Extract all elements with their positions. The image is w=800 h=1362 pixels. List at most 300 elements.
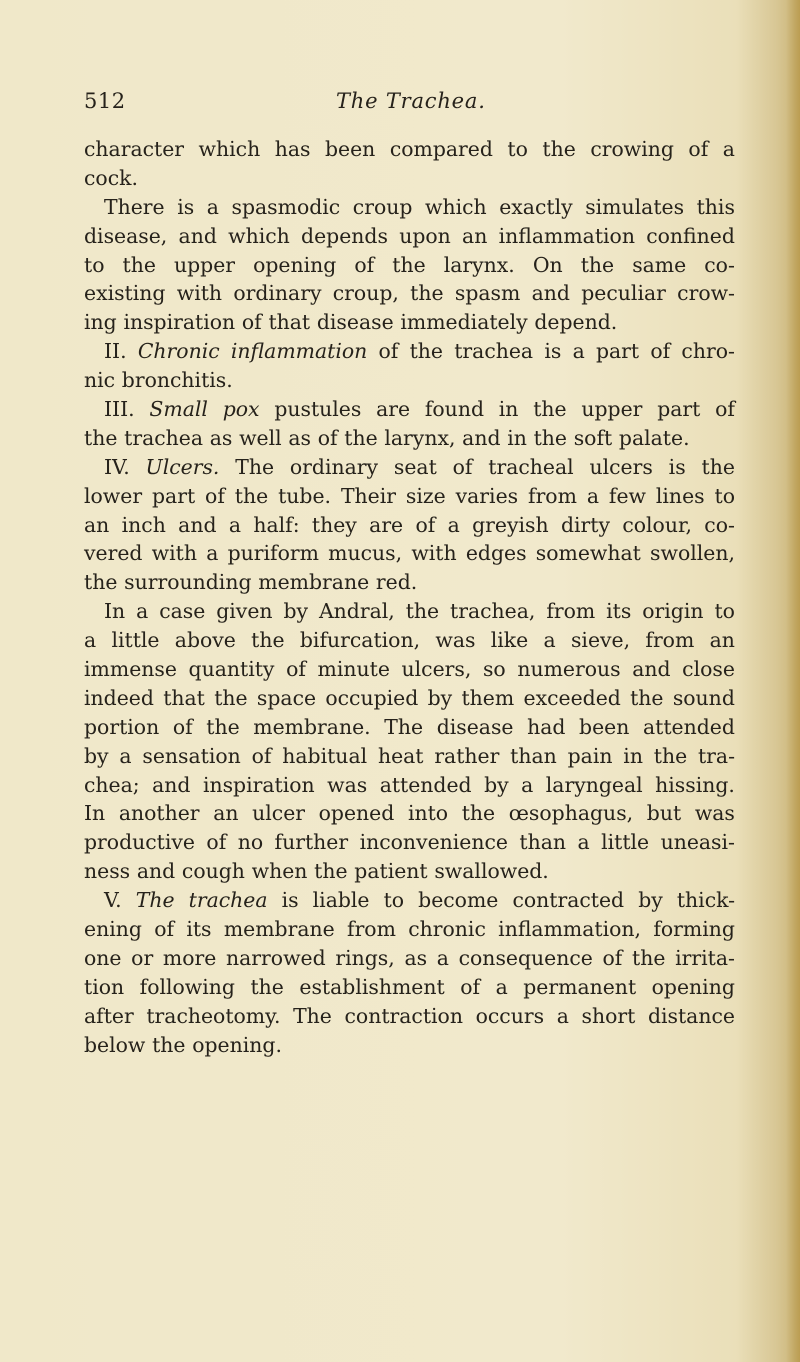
text-line [84,597,735,626]
word: to [84,252,105,277]
word: the [122,252,156,277]
word: of [378,339,399,364]
text-line [84,135,735,164]
word: the [234,483,269,508]
word: as [209,425,233,450]
word: the [701,454,735,479]
word: vered [84,541,143,566]
word: Andral, [318,599,395,624]
text-line [84,857,735,886]
word: attended [642,714,735,739]
word: trachea [454,339,534,364]
word: establishment [299,974,445,999]
word: of [206,830,227,855]
word: varies [455,483,519,508]
word: heat [377,743,424,768]
word: same [632,252,687,277]
word: contraction [344,1003,463,1028]
word: a [206,541,219,566]
running-title: The Trachea. [336,89,486,113]
word: ing [84,310,117,335]
word: by [84,743,109,768]
word: from [528,483,577,508]
word: thick- [676,888,735,913]
word: is [668,454,686,479]
word: part [151,483,196,508]
word: sieve, [570,628,631,653]
word: of [241,310,262,335]
word: ening [84,917,142,942]
word: the [461,801,496,826]
word: minute [317,657,390,682]
text-line [84,1002,735,1031]
word: lines [655,483,705,508]
text-line [84,771,735,800]
word: the [409,339,443,364]
word: with [151,541,197,566]
word: had [527,714,566,739]
word: the [542,137,576,161]
word: after [84,1003,134,1028]
word: one [84,945,122,970]
italic-word: pox [222,397,260,422]
word: ordinary [233,281,322,306]
word: patient [354,859,428,884]
text-line [84,337,735,366]
word: habitual [282,743,368,768]
word: the [632,945,666,970]
word: croup, [332,281,399,306]
word: was [694,801,735,826]
word: part [595,339,640,364]
word: origin [642,599,704,624]
word: no [237,830,264,855]
text-line [84,193,735,222]
word: the [533,425,567,450]
word: they [311,512,357,537]
word: and [632,657,671,682]
word: chro- [681,339,735,364]
word: as [288,425,311,450]
word: tube. [278,483,332,508]
text-line [84,973,735,1002]
text-line [84,511,735,540]
word: character [84,137,185,161]
word: surrounding [124,570,252,595]
word: tion [84,974,125,999]
text-line [84,684,735,713]
word: mucus, [328,541,403,566]
word: sound [672,685,735,710]
word: sensation [142,743,241,768]
word: like [490,628,529,653]
word: There [104,194,165,219]
word: forming [653,917,735,942]
word: which [425,194,487,219]
text-line [84,944,735,973]
word: numerous [517,657,621,682]
word: inconvenience [359,830,508,855]
word: disease [316,310,394,335]
word: of [460,974,481,999]
word: tracheal [488,454,574,479]
word: the [580,252,615,277]
word: so [482,657,506,682]
word: given [216,599,273,624]
text-line [84,251,735,280]
page-edge-shadow [786,0,800,1362]
text-line [84,482,735,511]
word: the [251,628,285,653]
word: of [317,425,338,450]
word: of [172,714,193,739]
word: of [715,397,735,422]
word: been [324,137,376,161]
word: from [546,599,596,624]
word: edges [465,541,527,566]
word: In [84,801,106,826]
text-line [84,713,735,742]
word: immediately [400,310,528,335]
italic-word: trachea [188,888,268,913]
word: uneasi- [660,830,735,855]
text-line [84,308,735,337]
word: dirty [560,512,611,537]
word: a [577,830,590,855]
word: immense [84,657,177,682]
word: upper [581,397,643,422]
word: was [435,628,476,653]
word: of [602,945,623,970]
word: them [461,685,515,710]
word: that [268,310,311,335]
word: tracheotomy. [146,1003,281,1028]
word: consequence [458,945,593,970]
word: simulates [585,194,685,219]
word: exactly [499,194,573,219]
word: of [688,137,709,161]
word: the [630,685,664,710]
body-text [84,135,735,1060]
word: of [251,743,272,768]
word: upon [399,223,451,248]
word: the [84,570,118,595]
text-line [84,626,735,655]
word: rather [434,743,500,768]
word: by [484,772,509,797]
word: of [354,252,375,277]
running-head [84,89,734,119]
word: depends [301,223,388,248]
word: the [344,425,378,450]
word: larynx, [384,425,456,450]
word: inspiration [202,772,315,797]
word: the [405,599,440,624]
word: further [274,830,349,855]
word: the [214,685,248,710]
word: with [411,541,457,566]
word: part [657,397,701,422]
word: disease, [84,223,168,248]
word: II. [104,339,127,364]
word: become [418,888,499,913]
word: this [696,194,735,219]
word: membrane [258,570,370,595]
italic-word: Chronic [137,339,220,364]
word: croup [352,194,413,219]
word: has [274,137,311,161]
word: but [646,801,682,826]
word: inch [121,512,166,537]
word: trachea, [450,599,536,624]
word: from [347,917,396,942]
text-line [84,655,735,684]
word: and [531,281,570,306]
word: crowing [590,137,674,161]
word: ordinary [289,454,379,479]
word: following [139,974,235,999]
word: indeed [84,685,154,710]
word: the [250,974,284,999]
word: in [623,743,643,768]
word: been [579,714,630,739]
word: bronchitis. [121,368,233,393]
word: existing [84,281,166,306]
word: the [533,397,567,422]
word: Their [340,483,397,508]
word: ulcers [589,454,653,479]
word: an [462,223,488,248]
word: compared [389,137,493,161]
word: V. [104,888,122,913]
word: is [177,194,195,219]
word: another [118,801,200,826]
word: and [152,772,191,797]
word: its [186,917,212,942]
word: occurs [475,1003,545,1028]
word: spasm [454,281,521,306]
text-line [84,828,735,857]
word: crow- [677,281,735,306]
word: portion [84,714,160,739]
word: that [163,685,205,710]
word: liable [312,888,370,913]
text-line [84,886,735,915]
word: co- [704,252,735,277]
text-line [84,395,735,424]
word: pustules [274,397,362,422]
word: pain [567,743,613,768]
word: co- [704,512,735,537]
word: close [682,657,735,682]
word: cock. [84,165,138,190]
word: little [111,628,160,653]
word: irrita- [675,945,735,970]
word: disease [436,714,514,739]
word: of [415,512,436,537]
word: of [452,454,473,479]
word: which [198,137,261,161]
word: by [283,599,309,624]
word: exceeded [523,685,621,710]
word: occupied [325,685,419,710]
word: somewhat [535,541,641,566]
italic-word: inflammation [230,339,368,364]
text-line [84,279,735,308]
word: a [84,628,97,653]
word: the [84,425,118,450]
word: than [510,743,557,768]
word: than [519,830,567,855]
word: from [645,628,695,653]
word: below [84,1032,146,1057]
text-line [84,222,735,251]
word: short [581,1003,636,1028]
word: case [159,599,206,624]
word: peculiar [581,281,666,306]
word: which [228,223,290,248]
word: swollen, [650,541,735,566]
word: opened [318,801,395,826]
word: by [427,685,453,710]
italic-word: Ulcers. [145,454,220,479]
word: a [543,628,556,653]
word: space [256,685,317,710]
word: of [154,917,175,942]
text-line [84,453,735,482]
word: nic [84,368,116,393]
word: and [178,223,217,248]
word: in [507,425,527,450]
word: larynx. [443,252,515,277]
word: confined [646,223,735,248]
word: into [407,801,449,826]
word: a [228,512,242,537]
word: In [104,599,126,624]
word: hissing. [655,772,735,797]
word: was [327,772,368,797]
word: ulcer [252,801,306,826]
word: chronic [408,917,486,942]
word: the [410,281,444,306]
italic-word: Small [149,397,208,422]
word: when [251,859,308,884]
word: found [424,397,485,422]
word: œsophagus, [508,801,634,826]
word: a [136,599,149,624]
word: attended [379,772,472,797]
word: an [84,512,110,537]
word: inspiration [123,310,236,335]
word: an [709,628,735,653]
word: contracted [512,888,625,913]
word: by [638,888,663,913]
word: in [498,397,519,422]
text-line [84,568,735,597]
word: as [404,945,428,970]
word: the [152,1032,186,1057]
word: to [714,483,735,508]
word: to [714,599,735,624]
word: its [606,599,632,624]
word: membrane. [253,714,371,739]
word: bifurcation, [299,628,421,653]
word: IV. [104,454,130,479]
page-number: 512 [84,89,126,113]
word: On [532,252,563,277]
word: an [213,801,239,826]
word: lower [84,483,143,508]
word: a [556,1003,569,1028]
text-line [84,539,735,568]
word: to [383,888,405,913]
word: opening [651,974,735,999]
word: ulcers, [401,657,472,682]
word: is [544,339,562,364]
text-line [84,915,735,944]
word: of [205,483,225,508]
italic-word: The [135,888,175,913]
text-line [84,424,735,453]
word: opening. [192,1032,282,1057]
word: puriform [227,541,319,566]
word: inflammation [498,223,635,248]
text-line [84,164,735,193]
word: and [136,859,176,884]
word: distance [647,1003,735,1028]
word: size [405,483,446,508]
text-line [84,799,735,828]
word: is [281,888,299,913]
word: laryngeal [545,772,643,797]
word: well [239,425,282,450]
word: a [206,194,219,219]
word: ness [84,859,131,884]
word: seat [393,454,437,479]
word: and [462,425,501,450]
word: red. [375,570,418,595]
word: tra- [697,743,735,768]
word: a [722,137,735,161]
word: The [384,714,424,739]
word: upper [173,252,236,277]
word: the [653,743,688,768]
word: greyish [472,512,549,537]
word: are [376,397,411,422]
word: swallowed. [434,859,549,884]
word: colour, [622,512,692,537]
word: a [495,974,508,999]
word: cough [181,859,245,884]
word: inflammation, [498,917,642,942]
word: spasmodic [231,194,341,219]
word: above [174,628,236,653]
word: a [521,772,534,797]
word: palate. [618,425,690,450]
word: are [369,512,404,537]
word: III. [104,397,135,422]
word: The [293,1003,332,1028]
word: of [650,339,671,364]
word: a [586,483,599,508]
word: of [286,657,306,682]
word: with [176,281,223,306]
word: depend. [534,310,618,335]
word: to [507,137,528,161]
text-line [84,366,735,395]
word: few [608,483,646,508]
word: a [572,339,585,364]
